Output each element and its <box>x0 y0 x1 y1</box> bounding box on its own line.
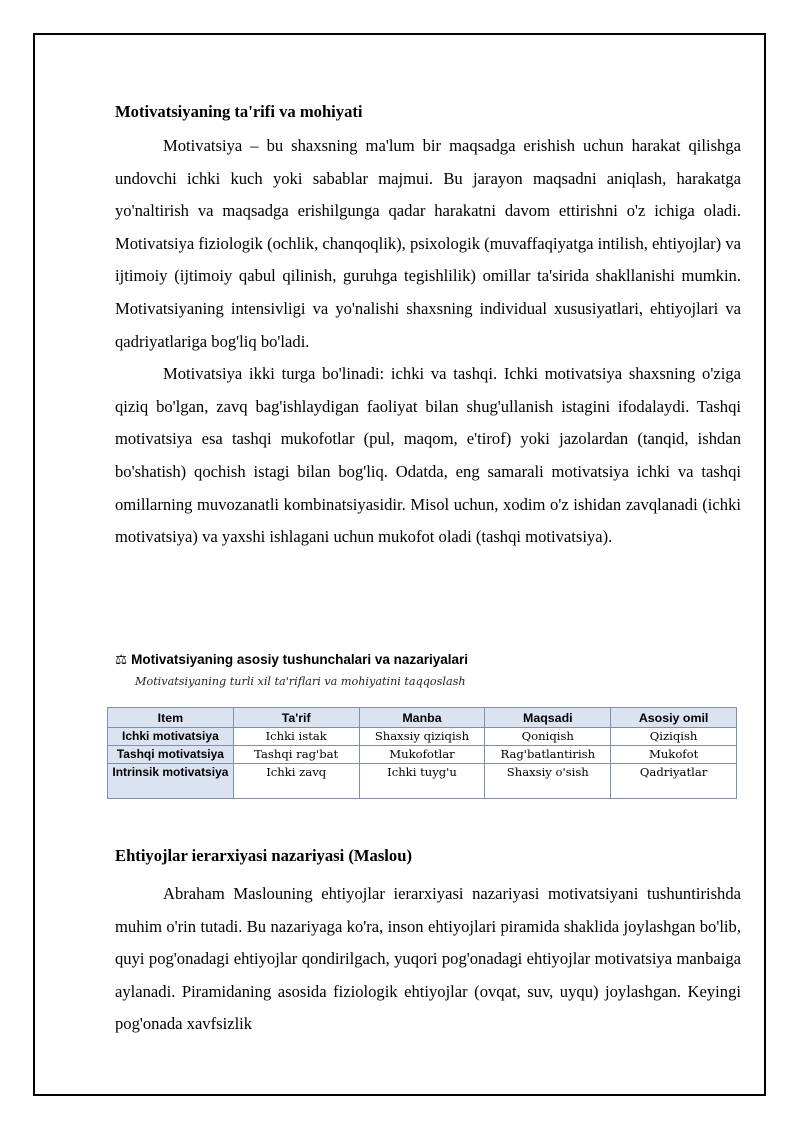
table-cell: Mukofotlar <box>359 746 485 764</box>
table-cell: Ichki tuyg'u <box>359 764 485 799</box>
table-cell: Qoniqish <box>485 728 611 746</box>
table-cell: Ichki zavq <box>233 764 359 799</box>
column-header: Manba <box>359 708 485 728</box>
table-cell: Qadriyatlar <box>611 764 737 799</box>
column-header: Ta'rif <box>233 708 359 728</box>
section-heading: Motivatsiyaning ta'rifi va mohiyati <box>115 102 363 121</box>
row-header: Tashqi motivatsiya <box>108 746 234 764</box>
paragraph: Abraham Maslouning ehtiyojlar ierarxiyasi nazariyasi motivatsiyani tushuntirishda muhim o'rin tutadi. Bu nazariyaga ko'ra, inson ehtiyojlari piramida shaklida joylashgan bo'lib, quyi pog'onadagi ehtiyojlar qondirilgach, yuqori pog'onadagi ehtiyojlar motivatsiya manbaiga aylanadi. Piramidaning asosida fiziologik ehtiyojlar (ovqat, suv, uyqu) joylashgan. Keyingi pog'onada xavfsizlik <box>115 884 741 1034</box>
section-heading: Ehtiyojlar ierarxiyasi nazariyasi (Maslou) <box>115 846 412 865</box>
paragraph: Motivatsiya – bu shaxsning ma'lum bir maqsadga erishish uchun harakat qilishga undovchi ichki kuch yoki sabablar majmui. Bu jarayon maqsadni aniqlash, harakatga yo'naltirish va maqsadga erishilgunga qadar harakatni davom ettirishni o'z ichiga oladi. Motivatsiya fiziologik (ochlik, chanqoqlik), psixologik (muvaffaqiyatga intilish, ehtiyojlar) va ijtimoiy (ijtimoiy qabul qilinish, guruhga tegishlilik) omillar ta'sirida shakllanishi mumkin. Motivatsiyaning intensivligi va yo'nalishi shaxsning individual xususiyatlari, ehtiyojlari va qadriyatlariga bog'liq bo'ladi. <box>115 136 741 351</box>
balance-scale-icon: ⚖ <box>115 652 128 667</box>
table-cell: Shaxsiy o'sish <box>485 764 611 799</box>
table-caption: Motivatsiyaning turli xil ta'riflari va mohiyatini taqqoslash <box>135 675 466 688</box>
section-maslow <box>115 840 741 1041</box>
table-row <box>108 746 737 764</box>
table-cell: Ichki istak <box>233 728 359 746</box>
table-cell: Rag'batlantirish <box>485 746 611 764</box>
table-heading <box>115 650 741 670</box>
table-row <box>108 764 737 799</box>
column-header: Item <box>108 708 234 728</box>
table-section <box>112 650 741 779</box>
section-definition <box>115 96 741 554</box>
column-header: Maqsadi <box>485 708 611 728</box>
row-header: Ichki motivatsiya <box>108 728 234 746</box>
comparison-table <box>107 707 737 799</box>
table-cell: Qiziqish <box>611 728 737 746</box>
row-header: Intrinsik motivatsiya <box>108 764 234 799</box>
table-header-row <box>108 708 737 728</box>
table-cell: Mukofot <box>611 746 737 764</box>
table-row <box>108 728 737 746</box>
paragraph: Motivatsiya ikki turga bo'linadi: ichki va tashqi. Ichki motivatsiya shaxsning o'ziga qiziq bo'lgan, zavq bag'ishlaydigan faoliyat bilan shug'ullanish istagini ifodalaydi. Tashqi motivatsiya esa tashqi mukofotlar (pul, maqom, e'tirof) yoki jazolardan (tanqid, ishdan bo'shatish) qochish istagi bilan bog'liq. Odatda, eng samarali motivatsiya ichki va tashqi omillarning muvozanatli kombinatsiyasidir. Misol uchun, xodim o'z ishidan zavqlanadi (ichki motivatsiya) va yaxshi ishlagani uchun mukofot oladi (tashqi motivatsiya). <box>115 364 741 547</box>
table-cell: Tashqi rag'bat <box>233 746 359 764</box>
table-title: Motivatsiyaning asosiy tushunchalari va nazariyalari <box>131 652 468 667</box>
table-cell: Shaxsiy qiziqish <box>359 728 485 746</box>
column-header: Asosiy omil <box>611 708 737 728</box>
